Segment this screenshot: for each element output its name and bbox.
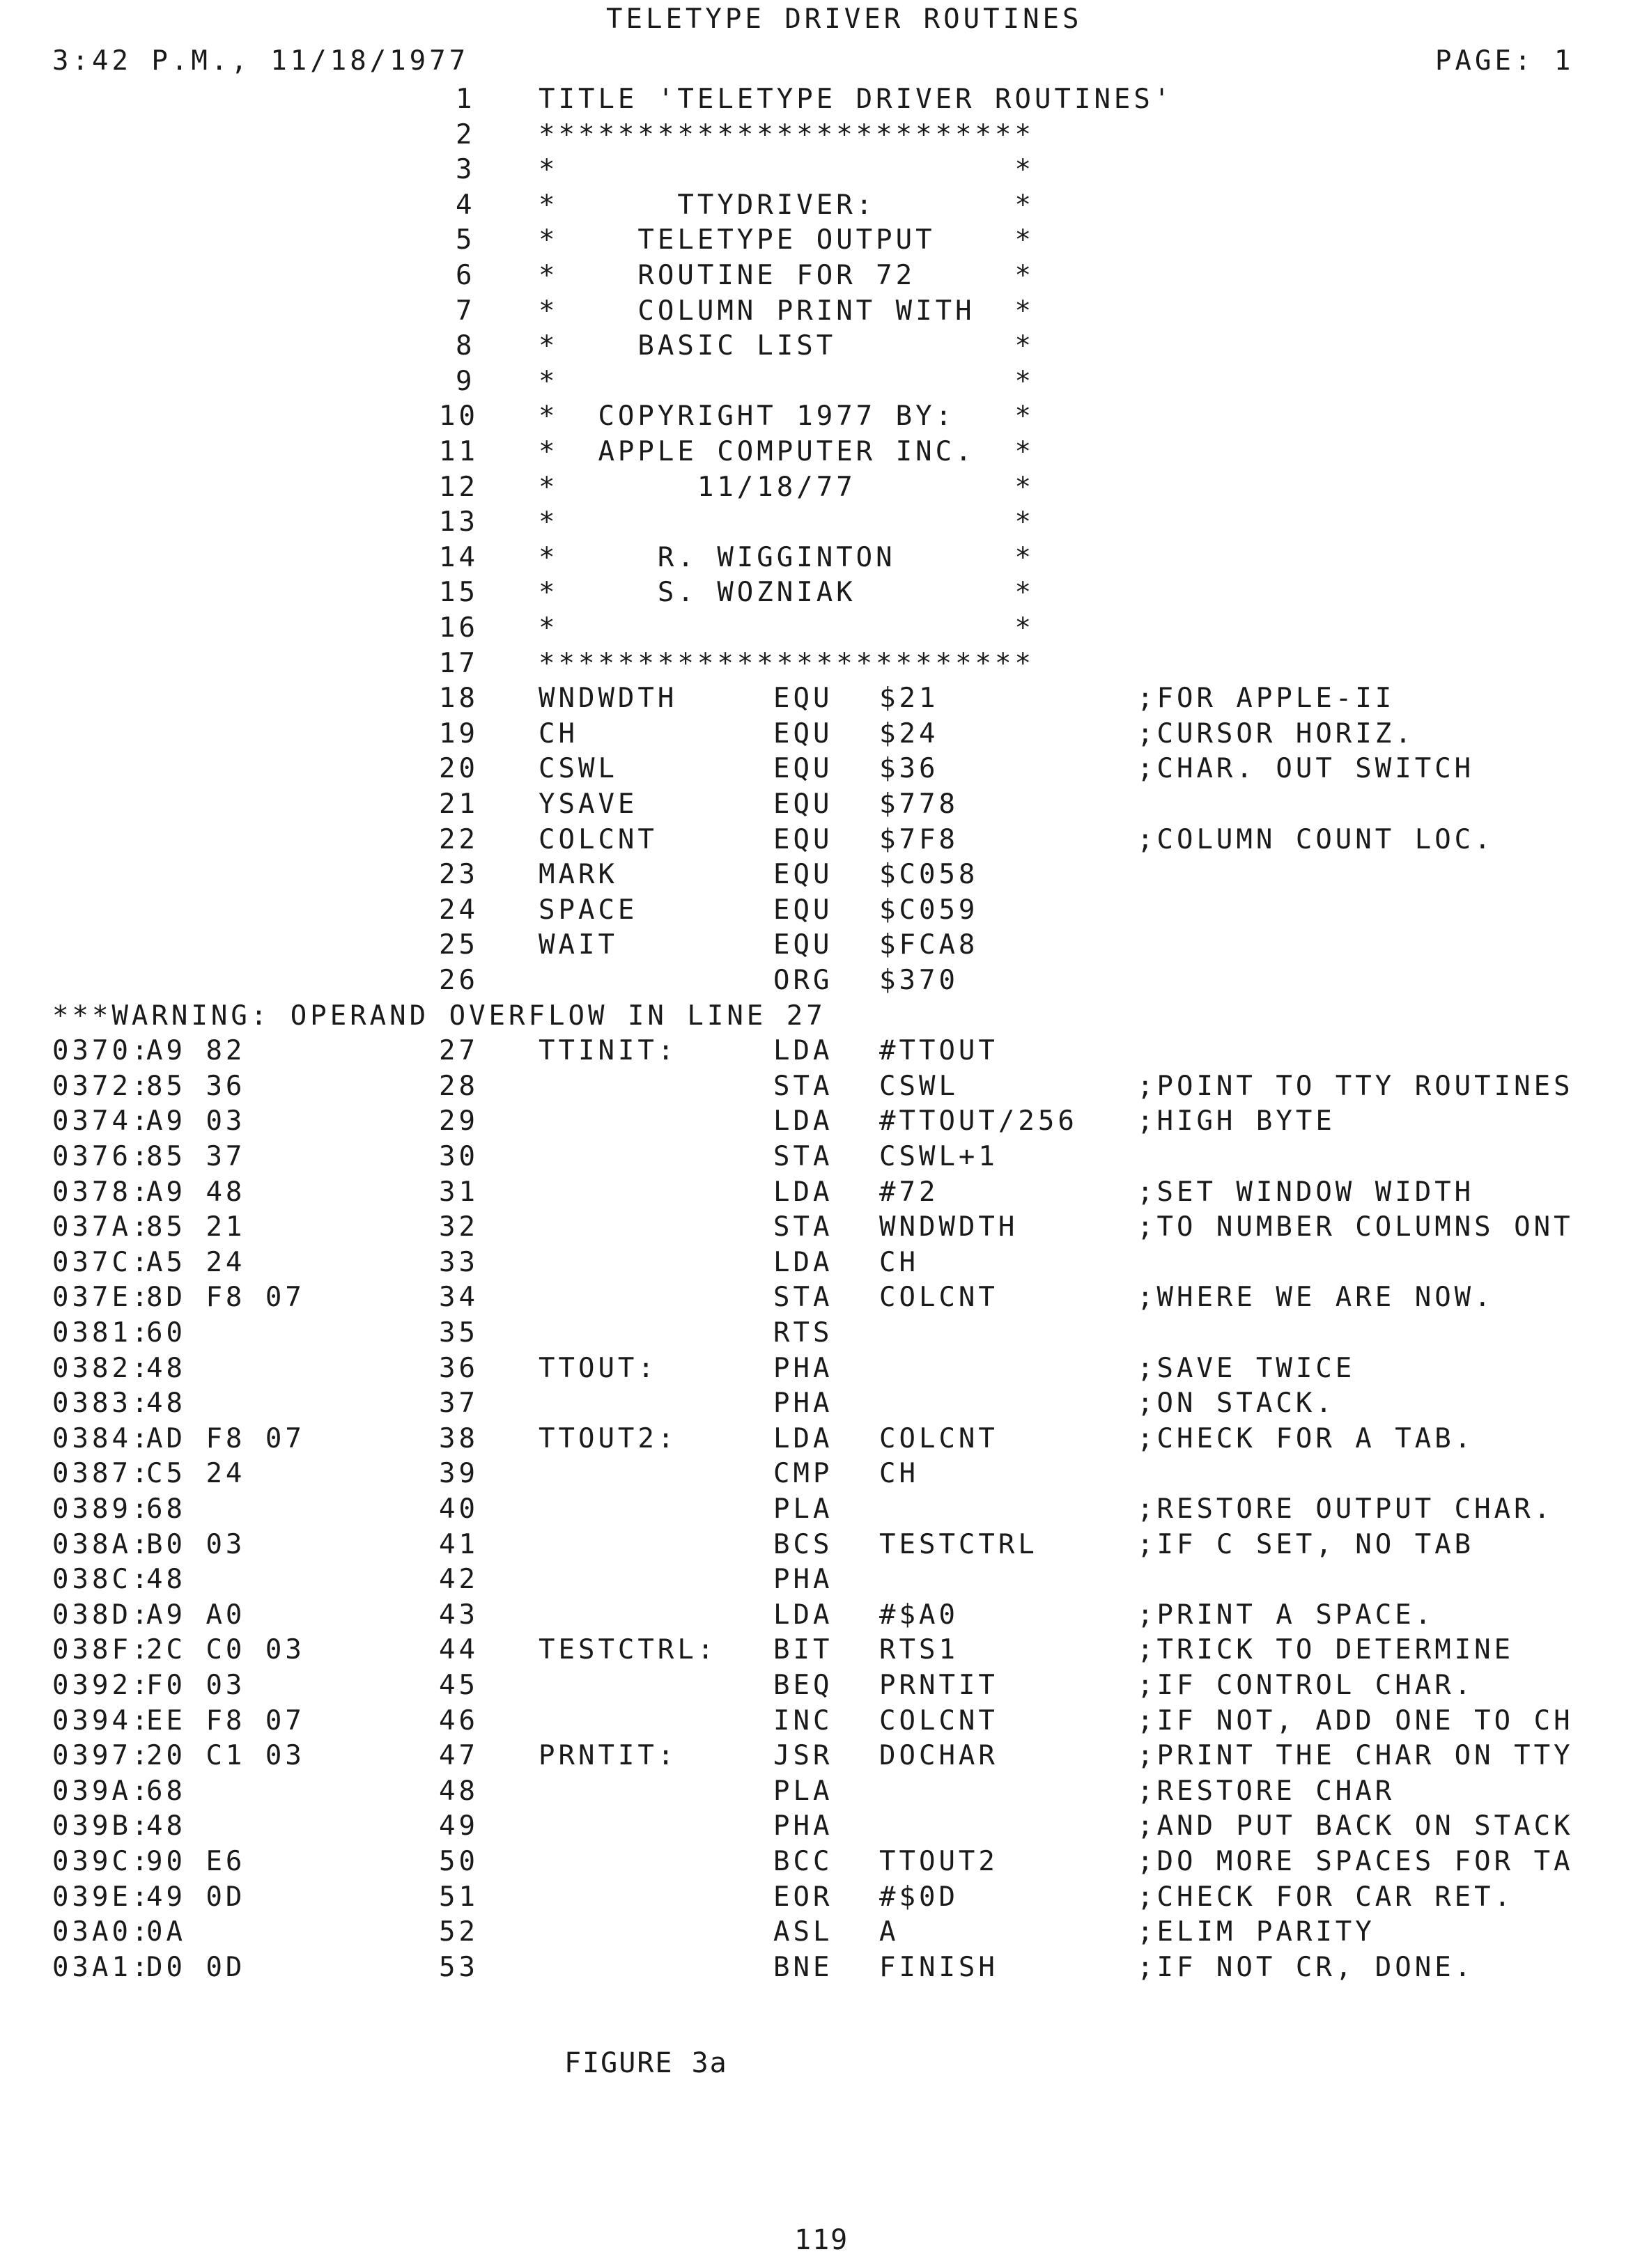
line-number-cell: 32: [439, 1211, 479, 1243]
operand-cell: TTOUT2: [879, 1846, 998, 1877]
opcode-cell: PLA: [773, 1493, 833, 1525]
line-number-cell: 9: [456, 366, 476, 397]
comment-cell: ;PRINT THE CHAR ON TTY: [1137, 1740, 1574, 1771]
bytes-cell: D0 0D: [146, 1952, 246, 1983]
warning-text: ***WARNING: OPERAND OVERFLOW IN LINE 27: [52, 1000, 826, 1032]
line-number-cell: 22: [439, 824, 479, 855]
bytes-cell: 90 E6: [146, 1846, 246, 1877]
operand-cell: CSWL: [879, 1071, 959, 1102]
opcode-cell: STA: [773, 1141, 833, 1172]
opcode-cell: EQU: [773, 753, 833, 784]
operand-cell: #TTOUT/256: [879, 1105, 1078, 1137]
address-cell: 0392:: [52, 1670, 152, 1701]
line-number-cell: 15: [439, 577, 479, 608]
line-number-cell: 25: [439, 929, 479, 961]
label-cell: * R. WIGGINTON *: [539, 542, 1035, 573]
operand-cell: $21: [879, 683, 939, 714]
comment-cell: ;AND PUT BACK ON STACK: [1137, 1810, 1574, 1842]
label-cell: * COLUMN PRINT WITH *: [539, 295, 1035, 327]
address-cell: 0382:: [52, 1353, 152, 1384]
bytes-cell: 48: [146, 1810, 186, 1842]
operand-cell: CH: [879, 1458, 919, 1489]
opcode-cell: EQU: [773, 718, 833, 749]
figure-caption: FIGURE 3a: [564, 2047, 728, 2079]
comment-cell: ;ON STACK.: [1137, 1388, 1336, 1419]
line-number-cell: 26: [439, 965, 479, 996]
line-number-cell: 7: [456, 295, 476, 327]
line-number-cell: 14: [439, 542, 479, 573]
label-cell: TTINIT:: [539, 1035, 678, 1066]
comment-cell: ;WHERE WE ARE NOW.: [1137, 1282, 1494, 1313]
opcode-cell: CMP: [773, 1458, 833, 1489]
opcode-cell: BNE: [773, 1952, 833, 1983]
bytes-cell: 49 0D: [146, 1881, 246, 1913]
opcode-cell: LDA: [773, 1599, 833, 1631]
address-cell: 038C:: [52, 1564, 152, 1595]
opcode-cell: ASL: [773, 1916, 833, 1948]
line-number-cell: 29: [439, 1105, 479, 1137]
operand-cell: $7F8: [879, 824, 959, 855]
label-cell: COLCNT: [539, 824, 658, 855]
label-cell: TITLE 'TELETYPE DRIVER ROUTINES': [539, 84, 1174, 115]
line-number-cell: 49: [439, 1810, 479, 1842]
opcode-cell: PLA: [773, 1776, 833, 1807]
label-cell: CH: [539, 718, 578, 749]
opcode-cell: LDA: [773, 1035, 833, 1066]
label-cell: *************************: [539, 648, 1035, 679]
line-number-cell: 51: [439, 1881, 479, 1913]
operand-cell: CSWL+1: [879, 1141, 998, 1172]
label-cell: * ROUTINE FOR 72 *: [539, 260, 1035, 291]
opcode-cell: EQU: [773, 683, 833, 714]
operand-cell: #72: [879, 1176, 939, 1208]
line-number-cell: 53: [439, 1952, 479, 1983]
listing-page-label: PAGE: 1: [1435, 45, 1574, 77]
comment-cell: ;FOR APPLE-II: [1137, 683, 1395, 714]
bytes-cell: A9 03: [146, 1105, 246, 1137]
opcode-cell: RTS: [773, 1317, 833, 1349]
line-number-cell: 50: [439, 1846, 479, 1877]
bytes-cell: 8D F8 07: [146, 1282, 305, 1313]
bytes-cell: B0 03: [146, 1529, 246, 1560]
comment-cell: ;SET WINDOW WIDTH: [1137, 1176, 1475, 1208]
line-number-cell: 4: [456, 189, 476, 221]
bytes-cell: 60: [146, 1317, 186, 1349]
comment-cell: ;PRINT A SPACE.: [1137, 1599, 1435, 1631]
address-cell: 0397:: [52, 1740, 152, 1771]
line-number-cell: 46: [439, 1705, 479, 1737]
opcode-cell: STA: [773, 1071, 833, 1102]
bytes-cell: EE F8 07: [146, 1705, 305, 1737]
operand-cell: A: [879, 1916, 899, 1948]
address-cell: 03A0:: [52, 1916, 152, 1948]
bytes-cell: A9 82: [146, 1035, 246, 1066]
line-number-cell: 27: [439, 1035, 479, 1066]
address-cell: 0372:: [52, 1071, 152, 1102]
opcode-cell: PHA: [773, 1388, 833, 1419]
opcode-cell: LDA: [773, 1105, 833, 1137]
label-cell: * TELETYPE OUTPUT *: [539, 224, 1035, 256]
bytes-cell: 68: [146, 1776, 186, 1807]
operand-cell: $24: [879, 718, 939, 749]
operand-cell: #$A0: [879, 1599, 959, 1631]
label-cell: * S. WOZNIAK *: [539, 577, 1035, 608]
label-cell: * *: [539, 612, 1035, 644]
bytes-cell: C5 24: [146, 1458, 246, 1489]
line-number-cell: 38: [439, 1423, 479, 1454]
line-number-cell: 36: [439, 1353, 479, 1384]
bytes-cell: 2C C0 03: [146, 1634, 305, 1665]
line-number-cell: 40: [439, 1493, 479, 1525]
opcode-cell: EQU: [773, 824, 833, 855]
label-cell: WAIT: [539, 929, 618, 961]
operand-cell: CH: [879, 1247, 919, 1278]
line-number-cell: 31: [439, 1176, 479, 1208]
line-number-cell: 30: [439, 1141, 479, 1172]
opcode-cell: PHA: [773, 1810, 833, 1842]
comment-cell: ;CHECK FOR CAR RET.: [1137, 1881, 1515, 1913]
label-cell: TESTCTRL:: [539, 1634, 718, 1665]
comment-cell: ;IF C SET, NO TAB: [1137, 1529, 1475, 1560]
opcode-cell: JSR: [773, 1740, 833, 1771]
label-cell: * 11/18/77 *: [539, 472, 1035, 503]
operand-cell: WNDWDTH: [879, 1211, 1019, 1243]
bytes-cell: AD F8 07: [146, 1423, 305, 1454]
bytes-cell: 0A: [146, 1916, 186, 1948]
address-cell: 0376:: [52, 1141, 152, 1172]
label-cell: TTOUT:: [539, 1353, 658, 1384]
operand-cell: DOCHAR: [879, 1740, 998, 1771]
bytes-cell: A9 A0: [146, 1599, 246, 1631]
address-cell: 03A1:: [52, 1952, 152, 1983]
comment-cell: ;CHECK FOR A TAB.: [1137, 1423, 1475, 1454]
label-cell: * APPLE COMPUTER INC. *: [539, 436, 1035, 467]
label-cell: PRNTIT:: [539, 1740, 678, 1771]
line-number-cell: 37: [439, 1388, 479, 1419]
address-cell: 037C:: [52, 1247, 152, 1278]
label-cell: * *: [539, 154, 1035, 185]
label-cell: YSAVE: [539, 789, 638, 820]
line-number-cell: 20: [439, 753, 479, 784]
opcode-cell: LDA: [773, 1176, 833, 1208]
line-number-cell: 41: [439, 1529, 479, 1560]
line-number-cell: 34: [439, 1282, 479, 1313]
line-number-cell: 5: [456, 224, 476, 256]
address-cell: 037E:: [52, 1282, 152, 1313]
bytes-cell: 85 37: [146, 1141, 246, 1172]
label-cell: WNDWDTH: [539, 683, 678, 714]
operand-cell: $370: [879, 965, 959, 996]
comment-cell: ;SAVE TWICE: [1137, 1353, 1356, 1384]
operand-cell: COLCNT: [879, 1705, 998, 1737]
address-cell: 0374:: [52, 1105, 152, 1137]
opcode-cell: LDA: [773, 1423, 833, 1454]
label-cell: * *: [539, 366, 1035, 397]
opcode-cell: ORG: [773, 965, 833, 996]
opcode-cell: EOR: [773, 1881, 833, 1913]
operand-cell: COLCNT: [879, 1423, 998, 1454]
label-cell: *************************: [539, 119, 1035, 150]
line-number-cell: 21: [439, 789, 479, 820]
line-number-cell: 42: [439, 1564, 479, 1595]
opcode-cell: PHA: [773, 1564, 833, 1595]
bytes-cell: A9 48: [146, 1176, 246, 1208]
operand-cell: $C059: [879, 894, 979, 926]
operand-cell: $FCA8: [879, 929, 979, 961]
bytes-cell: 85 21: [146, 1211, 246, 1243]
address-cell: 038F:: [52, 1634, 152, 1665]
label-cell: SPACE: [539, 894, 638, 926]
line-number-cell: 19: [439, 718, 479, 749]
line-number-cell: 24: [439, 894, 479, 926]
comment-cell: ;TRICK TO DETERMINE: [1137, 1634, 1515, 1665]
comment-cell: ;RESTORE OUTPUT CHAR.: [1137, 1493, 1554, 1525]
comment-cell: ;CURSOR HORIZ.: [1137, 718, 1415, 749]
opcode-cell: STA: [773, 1211, 833, 1243]
comment-cell: ;IF NOT CR, DONE.: [1137, 1952, 1475, 1983]
operand-cell: COLCNT: [879, 1282, 998, 1313]
line-number-cell: 11: [439, 436, 479, 467]
operand-cell: $C058: [879, 859, 979, 890]
address-cell: 039B:: [52, 1810, 152, 1842]
line-number-cell: 28: [439, 1071, 479, 1102]
label-cell: * TTYDRIVER: *: [539, 189, 1035, 221]
operand-cell: FINISH: [879, 1952, 998, 1983]
comment-cell: ;TO NUMBER COLUMNS ONT: [1137, 1211, 1574, 1243]
operand-cell: #$0D: [879, 1881, 959, 1913]
line-number-cell: 44: [439, 1634, 479, 1665]
address-cell: 0381:: [52, 1317, 152, 1349]
line-number-cell: 12: [439, 472, 479, 503]
comment-cell: ;POINT TO TTY ROUTINES: [1137, 1071, 1574, 1102]
opcode-cell: EQU: [773, 929, 833, 961]
opcode-cell: BCC: [773, 1846, 833, 1877]
address-cell: 037A:: [52, 1211, 152, 1243]
opcode-cell: EQU: [773, 789, 833, 820]
address-cell: 038A:: [52, 1529, 152, 1560]
address-cell: 039C:: [52, 1846, 152, 1877]
line-number-cell: 43: [439, 1599, 479, 1631]
address-cell: 0389:: [52, 1493, 152, 1525]
operand-cell: $778: [879, 789, 959, 820]
listing-title: TELETYPE DRIVER ROUTINES: [606, 3, 1083, 35]
line-number-cell: 18: [439, 683, 479, 714]
listing-timestamp: 3:42 P.M., 11/18/1977: [52, 45, 470, 77]
comment-cell: ;CHAR. OUT SWITCH: [1137, 753, 1475, 784]
bytes-cell: F0 03: [146, 1670, 246, 1701]
opcode-cell: LDA: [773, 1247, 833, 1278]
line-number-cell: 48: [439, 1776, 479, 1807]
address-cell: 0387:: [52, 1458, 152, 1489]
line-number-cell: 39: [439, 1458, 479, 1489]
opcode-cell: INC: [773, 1705, 833, 1737]
bytes-cell: 68: [146, 1493, 186, 1525]
bytes-cell: 20 C1 03: [146, 1740, 305, 1771]
line-number-cell: 1: [456, 84, 476, 115]
label-cell: * *: [539, 506, 1035, 538]
line-number-cell: 33: [439, 1247, 479, 1278]
line-number-cell: 45: [439, 1670, 479, 1701]
comment-cell: ;ELIM PARITY: [1137, 1916, 1375, 1948]
opcode-cell: STA: [773, 1282, 833, 1313]
line-number-cell: 8: [456, 330, 476, 362]
line-number-cell: 16: [439, 612, 479, 644]
comment-cell: ;HIGH BYTE: [1137, 1105, 1336, 1137]
bytes-cell: A5 24: [146, 1247, 246, 1278]
line-number-cell: 35: [439, 1317, 479, 1349]
line-number-cell: 47: [439, 1740, 479, 1771]
line-number-cell: 52: [439, 1916, 479, 1948]
address-cell: 038D:: [52, 1599, 152, 1631]
comment-cell: ;COLUMN COUNT LOC.: [1137, 824, 1494, 855]
address-cell: 0378:: [52, 1176, 152, 1208]
operand-cell: $36: [879, 753, 939, 784]
opcode-cell: PHA: [773, 1353, 833, 1384]
operand-cell: TESTCTRL: [879, 1529, 1038, 1560]
line-number-cell: 3: [456, 154, 476, 185]
line-number-cell: 10: [439, 401, 479, 432]
opcode-cell: BIT: [773, 1634, 833, 1665]
opcode-cell: BCS: [773, 1529, 833, 1560]
comment-cell: ;IF CONTROL CHAR.: [1137, 1670, 1475, 1701]
address-cell: 0370:: [52, 1035, 152, 1066]
bytes-cell: 48: [146, 1388, 186, 1419]
line-number-cell: 17: [439, 648, 479, 679]
label-cell: * BASIC LIST *: [539, 330, 1035, 362]
label-cell: CSWL: [539, 753, 618, 784]
operand-cell: PRNTIT: [879, 1670, 998, 1701]
comment-cell: ;IF NOT, ADD ONE TO CH: [1137, 1705, 1574, 1737]
line-number-cell: 23: [439, 859, 479, 890]
address-cell: 039E:: [52, 1881, 152, 1913]
label-cell: * COPYRIGHT 1977 BY: *: [539, 401, 1035, 432]
opcode-cell: EQU: [773, 894, 833, 926]
operand-cell: #TTOUT: [879, 1035, 998, 1066]
line-number-cell: 2: [456, 119, 476, 150]
label-cell: MARK: [539, 859, 618, 890]
opcode-cell: BEQ: [773, 1670, 833, 1701]
address-cell: 0394:: [52, 1705, 152, 1737]
address-cell: 0384:: [52, 1423, 152, 1454]
comment-cell: ;RESTORE CHAR: [1137, 1776, 1395, 1807]
label-cell: TTOUT2:: [539, 1423, 678, 1454]
opcode-cell: EQU: [773, 859, 833, 890]
line-number-cell: 13: [439, 506, 479, 538]
comment-cell: ;DO MORE SPACES FOR TA: [1137, 1846, 1574, 1877]
bytes-cell: 85 36: [146, 1071, 246, 1102]
address-cell: 0383:: [52, 1388, 152, 1419]
address-cell: 039A:: [52, 1776, 152, 1807]
line-number-cell: 6: [456, 260, 476, 291]
page-number: 119: [794, 2224, 849, 2256]
bytes-cell: 48: [146, 1353, 186, 1384]
operand-cell: RTS1: [879, 1634, 959, 1665]
bytes-cell: 48: [146, 1564, 186, 1595]
